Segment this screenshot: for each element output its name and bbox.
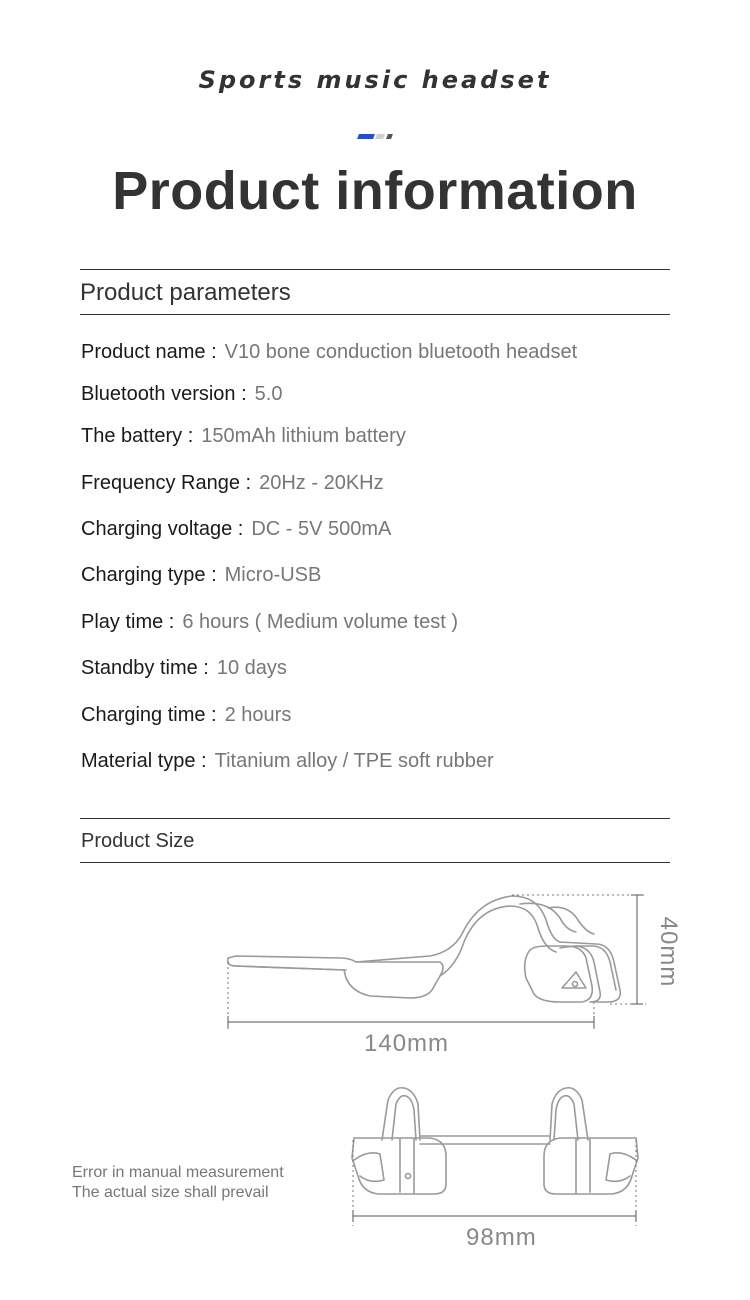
- length-dimension-label: 140mm: [364, 1030, 450, 1057]
- param-label: Charging type :: [81, 564, 217, 586]
- param-label: The battery :: [81, 425, 194, 447]
- measurement-note-line2: The actual size shall prevail: [72, 1184, 269, 1201]
- param-label: Product name :: [81, 341, 217, 363]
- param-label: Charging voltage :: [81, 518, 244, 540]
- param-value: Titanium alloy / TPE soft rubber: [214, 750, 494, 772]
- param-value: 6 hours ( Medium volume test ): [182, 611, 459, 633]
- param-label: Frequency Range :: [81, 472, 252, 494]
- param-value: 10 days: [216, 657, 287, 679]
- param-value: 20Hz - 20KHz: [259, 472, 384, 494]
- param-value: Micro-USB: [224, 564, 322, 586]
- measurement-note-line1: Error in manual measurement: [72, 1164, 284, 1181]
- page-title: Product information: [112, 161, 638, 221]
- param-label: Charging time :: [81, 704, 217, 726]
- param-label: Play time :: [81, 611, 175, 633]
- param-value: V10 bone conduction bluetooth headset: [224, 341, 578, 363]
- param-value: 2 hours: [224, 704, 292, 726]
- param-label: Standby time :: [81, 657, 209, 679]
- param-value: 150mAh lithium battery: [201, 425, 406, 447]
- size-section-title: Product Size: [81, 830, 195, 852]
- parameters-section-title: Product parameters: [80, 279, 291, 306]
- width-dimension-label: 98mm: [466, 1224, 537, 1251]
- param-value: 5.0: [254, 383, 283, 405]
- subtitle: Sports music headset: [198, 66, 552, 94]
- param-label: Bluetooth version :: [81, 383, 247, 405]
- param-label: Material type :: [81, 750, 207, 772]
- height-dimension-label: 40mm: [655, 916, 682, 988]
- param-value: DC - 5V 500mA: [251, 518, 392, 540]
